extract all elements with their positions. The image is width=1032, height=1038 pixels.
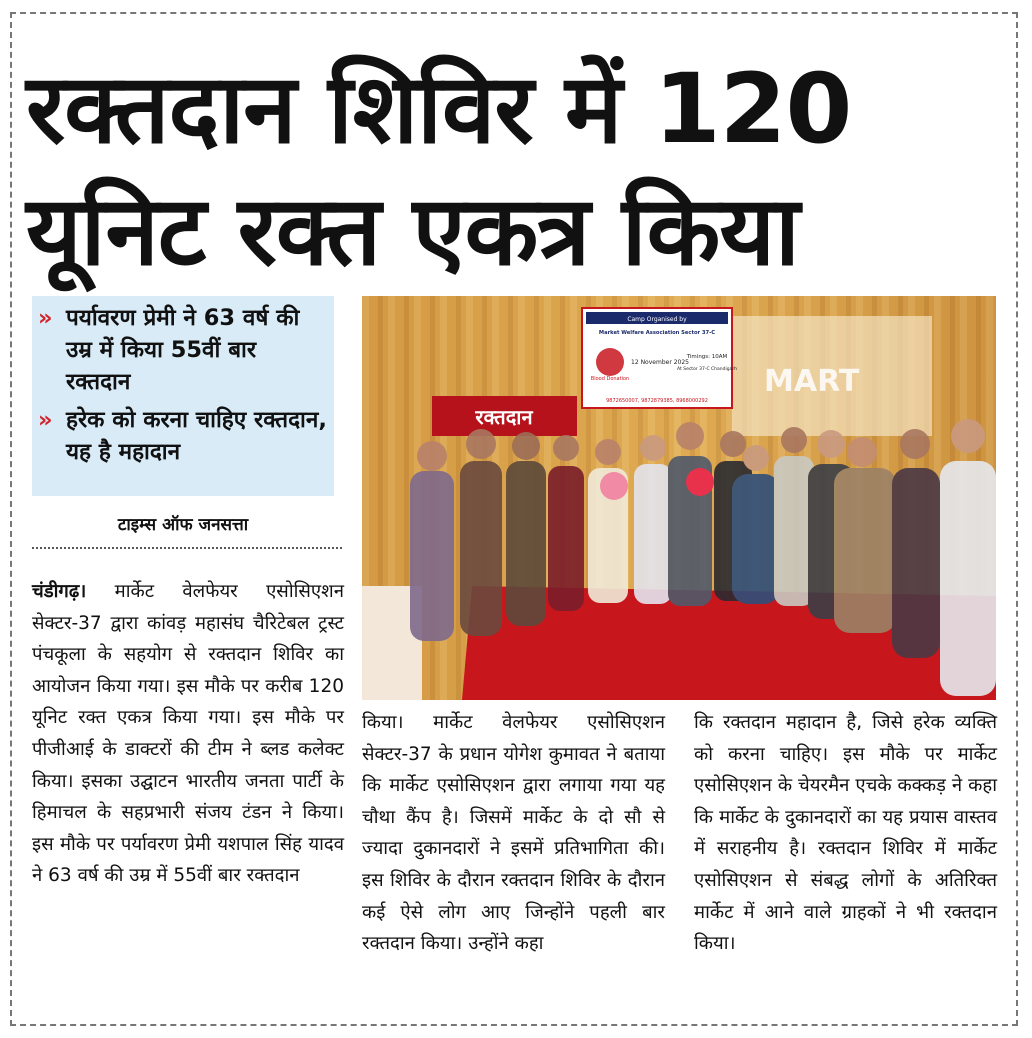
headline xyxy=(26,48,1011,292)
store-sign-text: MART xyxy=(764,364,860,399)
banner-line: At Sector 37-C Chandigarh xyxy=(677,367,737,372)
left-banner xyxy=(432,396,577,436)
dotted-divider xyxy=(32,547,342,549)
highlight-text: हरेक को करना चाहिए रक्तदान, यह है महादान xyxy=(66,407,327,465)
banner-line: Timings: 10AM xyxy=(686,354,728,360)
banner-line: 12 November 2025 xyxy=(631,359,689,366)
highlight-item xyxy=(38,302,328,398)
highlight-item xyxy=(38,404,328,468)
highlight-text: पर्यावरण प्रेमी ने 63 वर्ष की उम्र में किया 55वीं बार रक्तदान xyxy=(66,305,300,395)
banner-badge: Blood Donation xyxy=(590,376,630,382)
left-banner-text: रक्तदान xyxy=(475,405,533,429)
banner-line: 9872650007, 9872879385, 8968000292 xyxy=(606,398,708,404)
column-1-text: मार्केट वेलफेयर एसोसिएशन सेक्टर-37 द्वारा कांवड़ महासंघ चैरिटेबल ट्रस्ट पंचकूला के सहयोग से रक्तदान शिविर का आयोजन किया गया। इस मौके पर करीब 120 यूनिट रक्त एकत्र किया गया। इस मौके पर पीजीआई के डाक्टरों की टीम ने ब्लड कलेक्ट किया। इसका उद्घाटन भारतीय जनता पार्टी के हिमाचल के सहप्रभारी संजय टंडन ने किया। इस मौके पर पर्यावरण प्रेमी यशपाल सिंह यादव ने 63 वर्ष की उम्र में 55वीं बार रक्तदान xyxy=(32,581,344,887)
article-column-3: कि रक्तदान महादान है, जिसे हरेक व्यक्ति को करना चाहिए। इस मौके पर मार्केट एसोसिएशन के चेयरमैन एचके कक्कड़ ने कहा कि मार्केट के दुकानदारों का यह प्रयास वास्तव में सराहनीय है। रक्तदान शिविर में मार्केट एसोसिएशन से संबद्ध लोगों के अतिरिक्त मार्केट में आने वाले ग्राहकों ने भी रक्तदान किया। xyxy=(694,712,997,955)
dateline: चंडीगढ़। xyxy=(32,581,87,602)
double-chevron-icon: » xyxy=(38,407,53,433)
article-column-1 xyxy=(32,576,344,892)
highlights-box xyxy=(32,296,334,496)
byline: टाइम्स ऑफ जनसत्ता xyxy=(117,515,249,535)
newspaper-clipping xyxy=(10,12,1018,1026)
article-column-2: किया। मार्केट वेलफेयर एसोसिएशन सेक्टर-37 के प्रधान योगेश कुमावत ने बताया कि मार्केट एसोसिएशन द्वारा लगाया गया यह चौथा कैंप है। जिसमें मार्केट के दो सौ से ज्यादा दुकानदारों ने इसमें प्रतिभागिता की। इस शिविर के दौरान रक्तदान शिविर के दौरान कई ऐसे लोग आए जिन्होंने पहली बार रक्तदान किया। उन्होंने कहा xyxy=(362,712,665,955)
double-chevron-icon: » xyxy=(38,305,53,331)
event-photo xyxy=(362,296,996,700)
headline-line-2: यूनिट रक्त एकत्र किया xyxy=(26,175,799,287)
headline-line-1: रक्तदान शिविर में 120 xyxy=(26,53,852,165)
banner-line: Camp Organised by xyxy=(627,316,687,323)
banner-line: Market Welfare Association Sector 37-C xyxy=(598,330,716,336)
event-banner xyxy=(582,308,737,408)
